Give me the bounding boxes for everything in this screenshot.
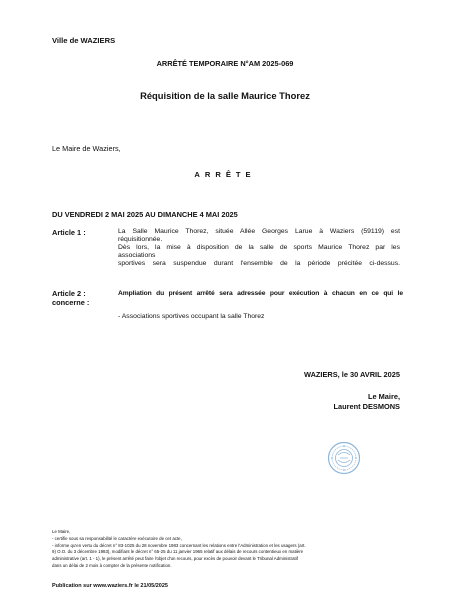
period-heading: DU VENDREDI 2 MAI 2025 AU DIMANCHE 4 MAI 2025 — [52, 210, 238, 219]
preamble: Le Maire de Waziers, — [52, 144, 121, 153]
signature-name: Laurent DESMONS — [333, 402, 400, 411]
ville-heading: Ville de WAZIERS — [52, 36, 116, 45]
footer-line: dans un délai de 2 mois à compter de la présente notification. — [52, 563, 172, 569]
footer-line: administrative (art. 1 - 1), le présent arrêté peut faire l'objet d'un recours, pour excès de pouvoir devant le Tribunal Administratif — [52, 556, 298, 562]
signature-role: Le Maire, — [367, 392, 400, 401]
footer-line: - certifie sous sa responsabilité le caractère exécutoire de cet acte, — [52, 535, 182, 541]
article2-label — [52, 290, 114, 307]
publication-notice: Publication sur www.waziers.fr le 21/05/2025 — [52, 583, 168, 589]
article2-item: - Associations sportives occupant la salle Thorez — [118, 313, 265, 320]
article1-line: sportives sera suspendue durant l'ensemble de la période précitée ci-dessus. — [118, 259, 400, 267]
legal-footer — [52, 529, 404, 570]
article2-label-line1: Article 2 : — [52, 289, 86, 298]
footer-line: - informe qu'en vertu du décret n° 83-1025 du 28 novembre 1983 concernant les relations entre l'Administration et les usagers (art. — [52, 542, 306, 548]
official-seal-icon — [327, 441, 361, 475]
article1-body — [118, 228, 400, 268]
article1-label: Article 1 : — [52, 228, 86, 237]
signature-date: WAZIERS, le 30 AVRIL 2025 — [304, 370, 400, 379]
document-title: Réquisition de la salle Maurice Thorez — [140, 90, 310, 101]
arrete-number: ARRÊTÉ TEMPORAIRE N°AM 2025-069 — [156, 59, 294, 68]
article1-line: réquisitionnée. — [118, 235, 163, 243]
arrete-heading: ARRÊTE — [194, 170, 256, 179]
article2-label-line2: concerne : — [52, 297, 90, 307]
footer-line: Le Maire, — [52, 529, 71, 534]
footer-line: 9) O.O. du 3 décembre 1983), modifiant le décret n° 65-25 du 11 janvier 1965 relatif aux délais de recours contentieux en matière — [52, 549, 304, 555]
article1-line: Dès lors, la mise à disposition de la salle de sports Maurice Thorez par les — [118, 243, 400, 251]
article1-line: associations — [118, 251, 156, 259]
article2-text: Ampliation du présent arrêté sera adressée pour exécution à chacun en ce qui le — [118, 290, 403, 297]
article1-line: La Salle Maurice Thorez, située Allée Georges Larue à Waziers (59119) est — [118, 228, 400, 235]
